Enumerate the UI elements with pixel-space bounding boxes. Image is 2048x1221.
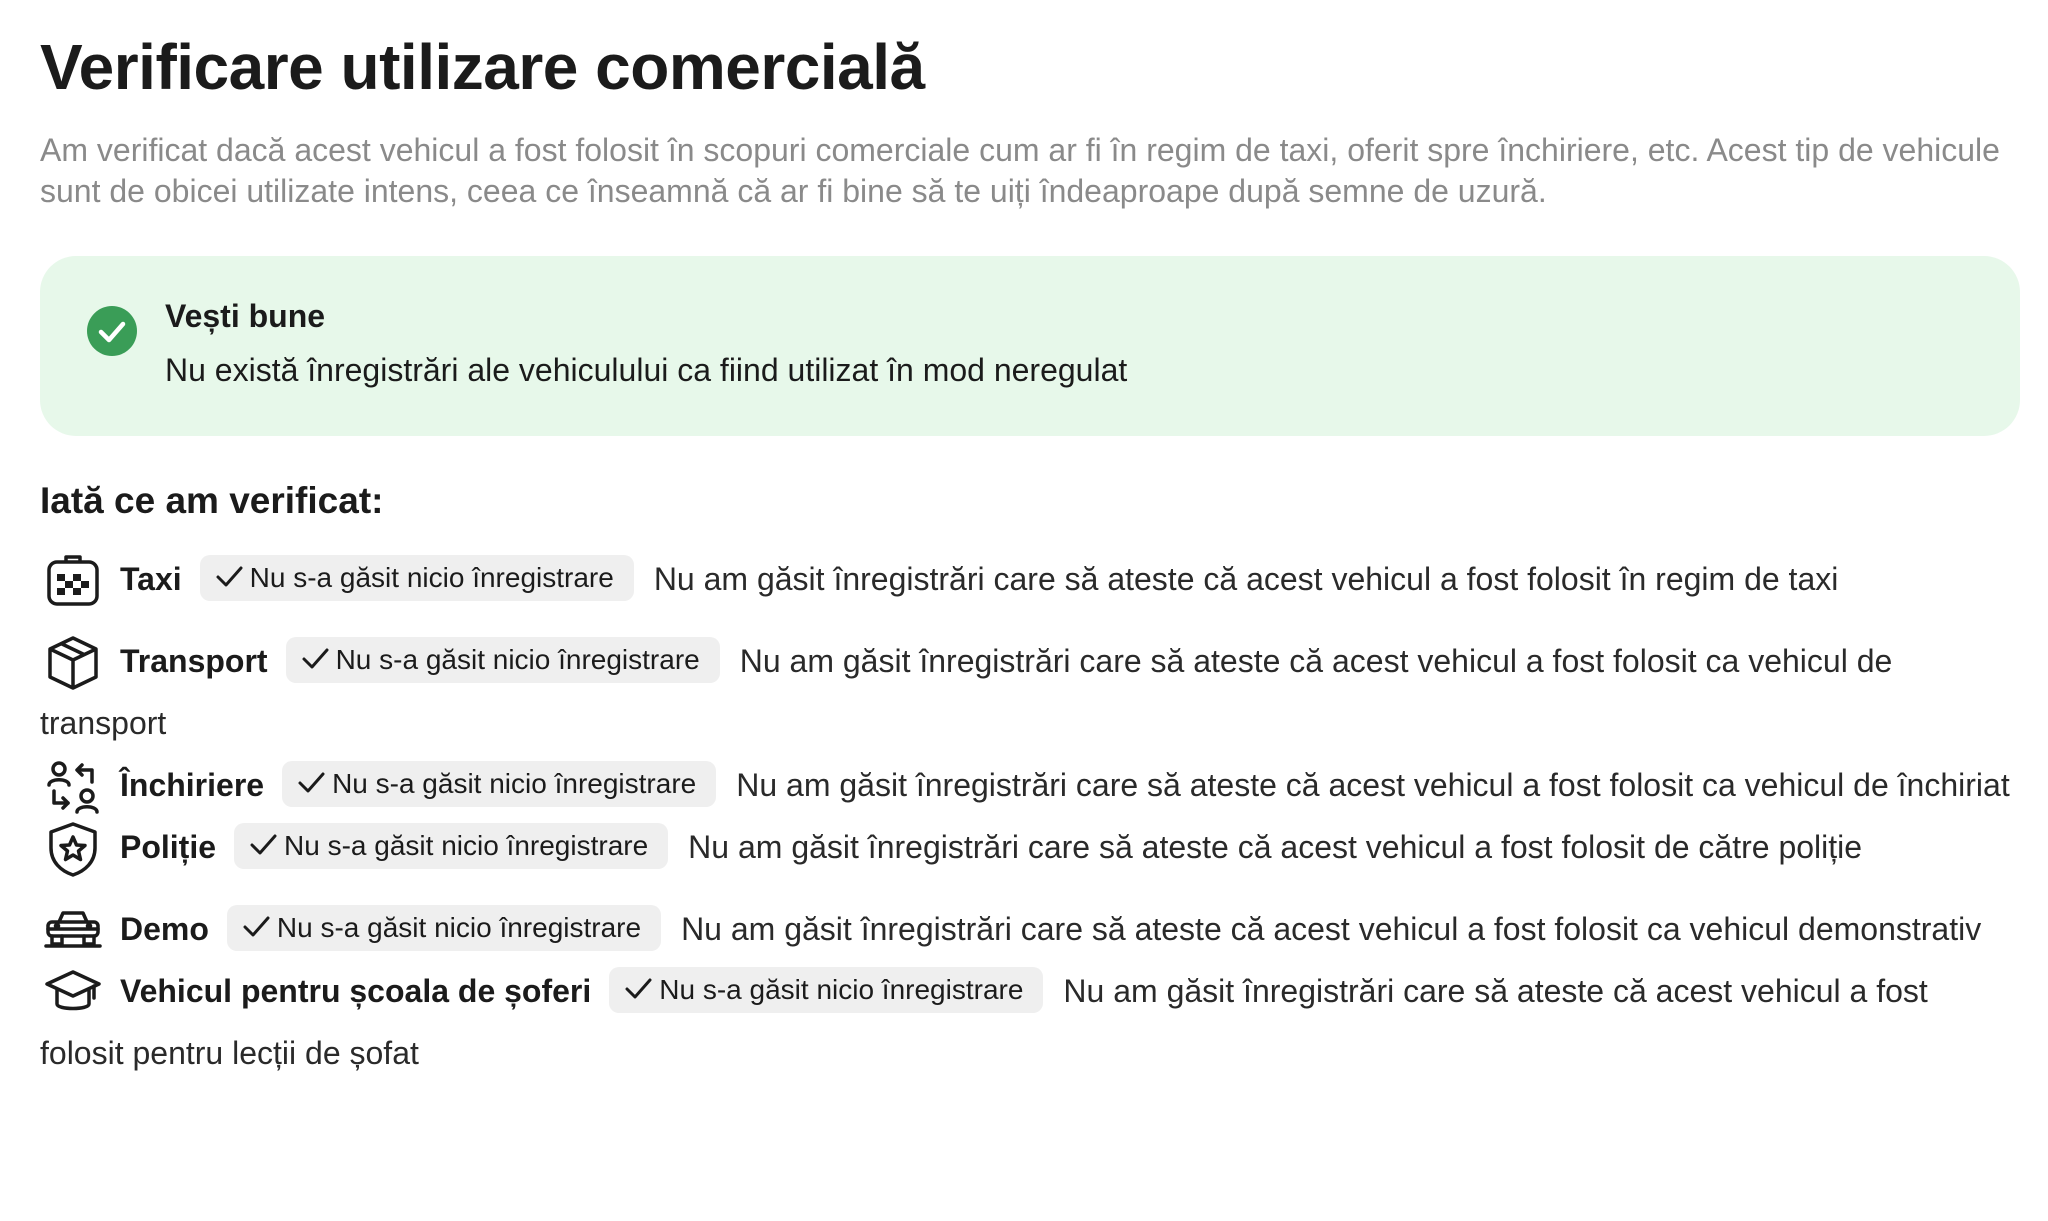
check-item-description: Nu am găsit înregistrări care să ateste că acest vehicul a fost folosit ca vehicul de închiriat — [736, 767, 2010, 803]
check-item-demo — [40, 898, 2020, 960]
check-item-transport — [40, 630, 2020, 754]
check-item-description: Nu am găsit înregistrări care să ateste că acest vehicul a fost folosit ca vehicul demonstrativ — [681, 911, 1982, 947]
status-badge-text: Nu s-a găsit nicio înregistrare — [249, 562, 614, 593]
notice-title: Vești bune — [165, 298, 326, 334]
check-item-scoala-soferi — [40, 960, 2020, 1084]
check-icon — [248, 831, 278, 859]
box-icon — [40, 630, 110, 692]
check-item-label: Transport — [120, 643, 268, 679]
check-icon — [623, 975, 653, 1003]
check-item-description: Nu am găsit înregistrări care să ateste că acest vehicul a fost folosit ca vehicul de transport — [40, 643, 1893, 741]
check-item-label: Demo — [120, 911, 209, 947]
graduation-cap-icon — [40, 960, 110, 1022]
check-icon — [296, 769, 326, 797]
status-badge — [200, 555, 634, 601]
status-badge-text: Nu s-a găsit nicio înregistrare — [335, 644, 700, 675]
page-intro: Am verificat dacă acest vehicul a fost folosit în scopuri comerciale cum ar fi în regim de taxi, oferit spre închiriere, etc. Acest tip de vehicule sunt de obicei utilizate intens, ceea ce înseamnă că ar fi bine să te uiți îndeaproape după semne de uzură. — [40, 132, 2000, 209]
good-news-notice — [40, 256, 2020, 436]
status-badge-text: Nu s-a găsit nicio înregistrare — [659, 974, 1024, 1005]
status-badge-text: Nu s-a găsit nicio înregistrare — [284, 830, 649, 861]
check-circle-icon — [87, 306, 137, 356]
check-item-label: Taxi — [120, 561, 182, 597]
check-item-description: Nu am găsit înregistrări care să ateste că acest vehicul a fost folosit de către poliție — [688, 829, 1863, 865]
check-item-description: Nu am găsit înregistrări care să ateste că acest vehicul a fost folosit pentru lecții de șofat — [40, 973, 1928, 1071]
notice-text: Nu există înregistrări ale vehiculului ca fiind utilizat în mod neregulat — [165, 352, 1128, 388]
check-icon — [214, 563, 244, 591]
check-item-label: Închiriere — [120, 767, 265, 803]
status-badge — [227, 905, 661, 951]
check-item-inchiriere — [40, 754, 2020, 816]
checked-list-title: Iată ce am verificat: — [40, 480, 384, 521]
users-swap-icon — [40, 754, 110, 816]
check-icon — [300, 645, 330, 673]
check-icon — [241, 913, 271, 941]
status-badge-text: Nu s-a găsit nicio înregistrare — [332, 768, 697, 799]
check-item-politie — [40, 816, 2020, 878]
taxi-icon — [40, 548, 110, 610]
checked-list — [40, 548, 2020, 1084]
page-title: Verificare utilizare comercială — [40, 31, 925, 103]
police-badge-icon — [40, 816, 110, 878]
status-badge-text: Nu s-a găsit nicio înregistrare — [276, 912, 642, 943]
check-item-label: Vehicul pentru școala de șoferi — [120, 973, 592, 1009]
check-item-label: Poliție — [120, 829, 217, 865]
status-badge — [282, 761, 716, 807]
check-item-description: Nu am găsit înregistrări care să ateste că acest vehicul a fost folosit în regim de taxi — [653, 561, 1839, 597]
status-badge — [609, 967, 1043, 1013]
check-item-taxi — [40, 548, 2020, 610]
car-icon — [40, 898, 110, 960]
status-badge — [234, 823, 668, 869]
status-badge — [286, 637, 720, 683]
